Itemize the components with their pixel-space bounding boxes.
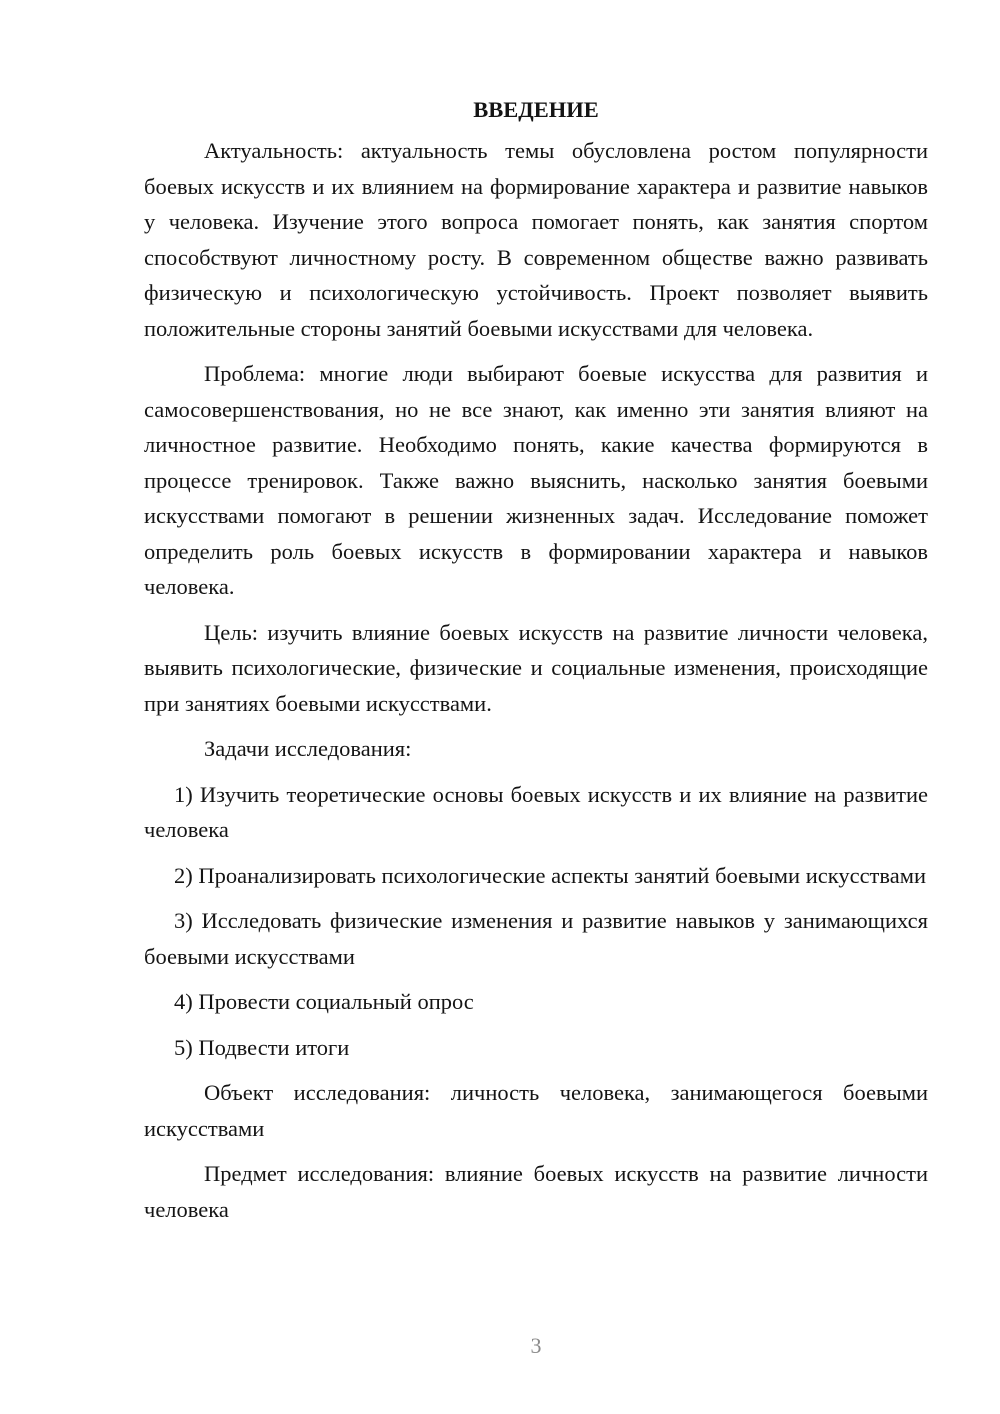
- problem-paragraph: Проблема: многие люди выбирают боевые искусства для развития и самосовершенствования, но не все знают, как именно эти занятия влияют на личностное развитие. Необходимо понять, какие качества формируются в процессе тренировок. Также важно выяснить, насколько занятия боевыми искусствами помогают в решении жизненных задач. Исследование поможет определить роль боевых искусств в формировании характера и навыков человека.: [144, 361, 928, 599]
- tasks-heading: Задачи исследования:: [204, 736, 412, 761]
- research-subject-paragraph: Предмет исследования: влияние боевых искусств на развитие личности человека: [144, 1161, 928, 1222]
- task-item-1: 1) Изучить теоретические основы боевых искусств и их влияние на развитие человека: [144, 781, 928, 842]
- research-object-paragraph: Объект исследования: личность человека, занимающегося боевыми искусствами: [144, 1080, 928, 1141]
- task-item-2: 2) Проанализировать психологические аспекты занятий боевыми искусствами: [174, 862, 926, 888]
- page-content: [144, 92, 928, 1237]
- page-number: 3: [530, 1333, 542, 1358]
- section-title: ВВЕДЕНИЕ: [473, 97, 599, 122]
- goal-paragraph: Цель: изучить влияние боевых искусств на развитие личности человека, выявить психологические, физические и социальные изменения, происходящие при занятиях боевыми искусствами.: [144, 619, 928, 716]
- task-item-5: 5) Подвести итоги: [174, 1034, 350, 1060]
- task-item-4: 4) Провести социальный опрос: [174, 989, 474, 1014]
- task-item-3: 3) Исследовать физические изменения и развитие навыков у занимающихся боевыми искусствами: [144, 908, 928, 969]
- relevance-paragraph: Актуальность: актуальность темы обусловлена ростом популярности боевых искусств и их влиянием на формирование характера и развитие навыков у человека. Изучение этого вопроса помогает понять, как занятия спортом способствуют личностному росту. В современном обществе важно развивать физическую и психологическую устойчивость. Проект позволяет выявить положительные стороны занятий боевыми искусствами для человека.: [144, 138, 928, 341]
